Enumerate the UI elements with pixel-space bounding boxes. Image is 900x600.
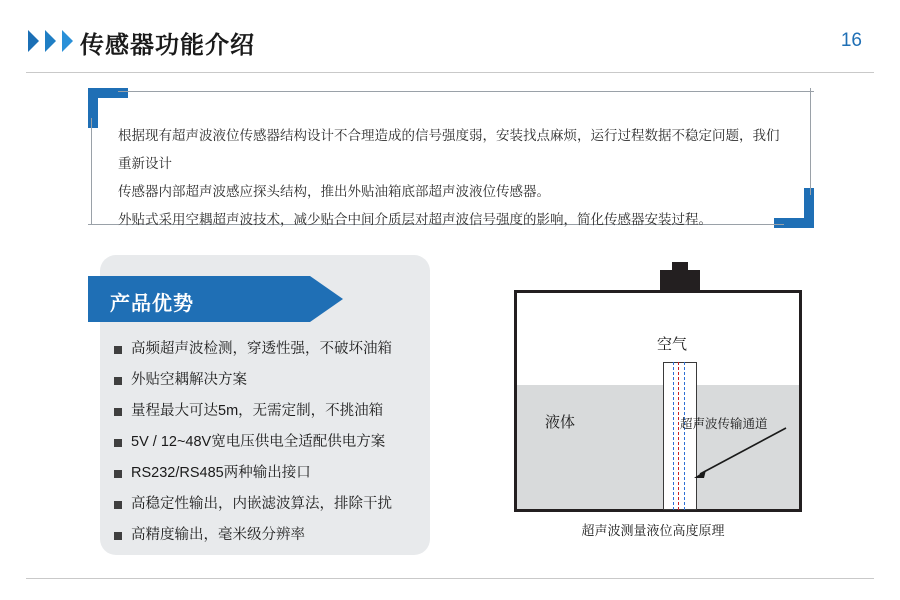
advantage-label: 5V / 12~48V宽电压供电全适配供电方案 xyxy=(131,434,386,450)
bracket-line-left xyxy=(91,118,92,225)
list-item xyxy=(114,526,434,544)
square-bullet-icon xyxy=(114,501,122,509)
advantage-label: 高稳定性输出，内嵌滤波算法，排除干扰 xyxy=(131,496,392,512)
page-title: 传感器功能介绍 xyxy=(80,32,255,59)
list-item xyxy=(114,495,434,513)
header-divider xyxy=(26,72,874,73)
advantage-label: 高频超声波检测，穿透性强，不破坏油箱 xyxy=(131,341,392,357)
chevron-3 xyxy=(62,30,77,52)
square-bullet-icon xyxy=(114,532,122,540)
advantages-banner-arrow xyxy=(310,276,343,322)
signal-path-red xyxy=(678,362,679,510)
advantages-banner-label: 产品优势 xyxy=(110,293,194,315)
square-bullet-icon xyxy=(114,377,122,385)
list-item xyxy=(114,464,434,482)
chevron-1 xyxy=(28,30,43,52)
list-item xyxy=(114,433,434,451)
square-bullet-icon xyxy=(114,408,122,416)
advantage-label: RS232/RS485两种输出接口 xyxy=(131,465,311,481)
list-item xyxy=(114,340,434,358)
diagram-caption: 超声波测量液位高度原理 xyxy=(581,523,725,538)
list-item xyxy=(114,402,434,420)
liquid-label: 液体 xyxy=(545,414,576,431)
intro-block xyxy=(88,88,814,228)
footer-divider xyxy=(26,578,874,579)
bracket-line-top xyxy=(118,91,814,92)
intro-text xyxy=(118,122,786,234)
square-bullet-icon xyxy=(114,470,122,478)
slide-header xyxy=(0,0,900,74)
intro-line-3: 外贴式采用空耦超声波技术，减少贴合中间介质层对超声波信号强度的影响，简化传感器安装过程。 xyxy=(118,212,712,227)
advantages-banner xyxy=(88,276,343,322)
page-number: 16 xyxy=(840,30,862,51)
chevron-2 xyxy=(45,30,60,52)
double-chevron-right-icon xyxy=(28,30,77,52)
ultrasonic-sensor-icon xyxy=(660,270,700,290)
square-bullet-icon xyxy=(114,439,122,447)
intro-line-1: 根据现有超声波液位传感器结构设计不合理造成的信号强度弱，安装找点麻烦，运行过程数据不稳定问题，我们重新设计 xyxy=(118,128,780,171)
advantage-label: 外贴空耦解决方案 xyxy=(131,372,247,388)
advantage-label: 量程最大可达5m，无需定制，不挑油箱 xyxy=(131,403,384,419)
signal-path-blue-left xyxy=(673,362,674,510)
intro-line-2: 传感器内部超声波感应探头结构，推出外贴油箱底部超声波液位传感器。 xyxy=(118,184,550,199)
bracket-line-right xyxy=(810,88,811,195)
channel-label: 超声波传输通道 xyxy=(680,417,768,431)
square-bullet-icon xyxy=(114,346,122,354)
advantage-label: 高精度输出，毫米级分辨率 xyxy=(131,527,305,543)
air-label: 空气 xyxy=(657,336,688,353)
principle-diagram xyxy=(488,262,818,552)
list-item xyxy=(114,371,434,389)
advantages-list xyxy=(114,340,434,557)
